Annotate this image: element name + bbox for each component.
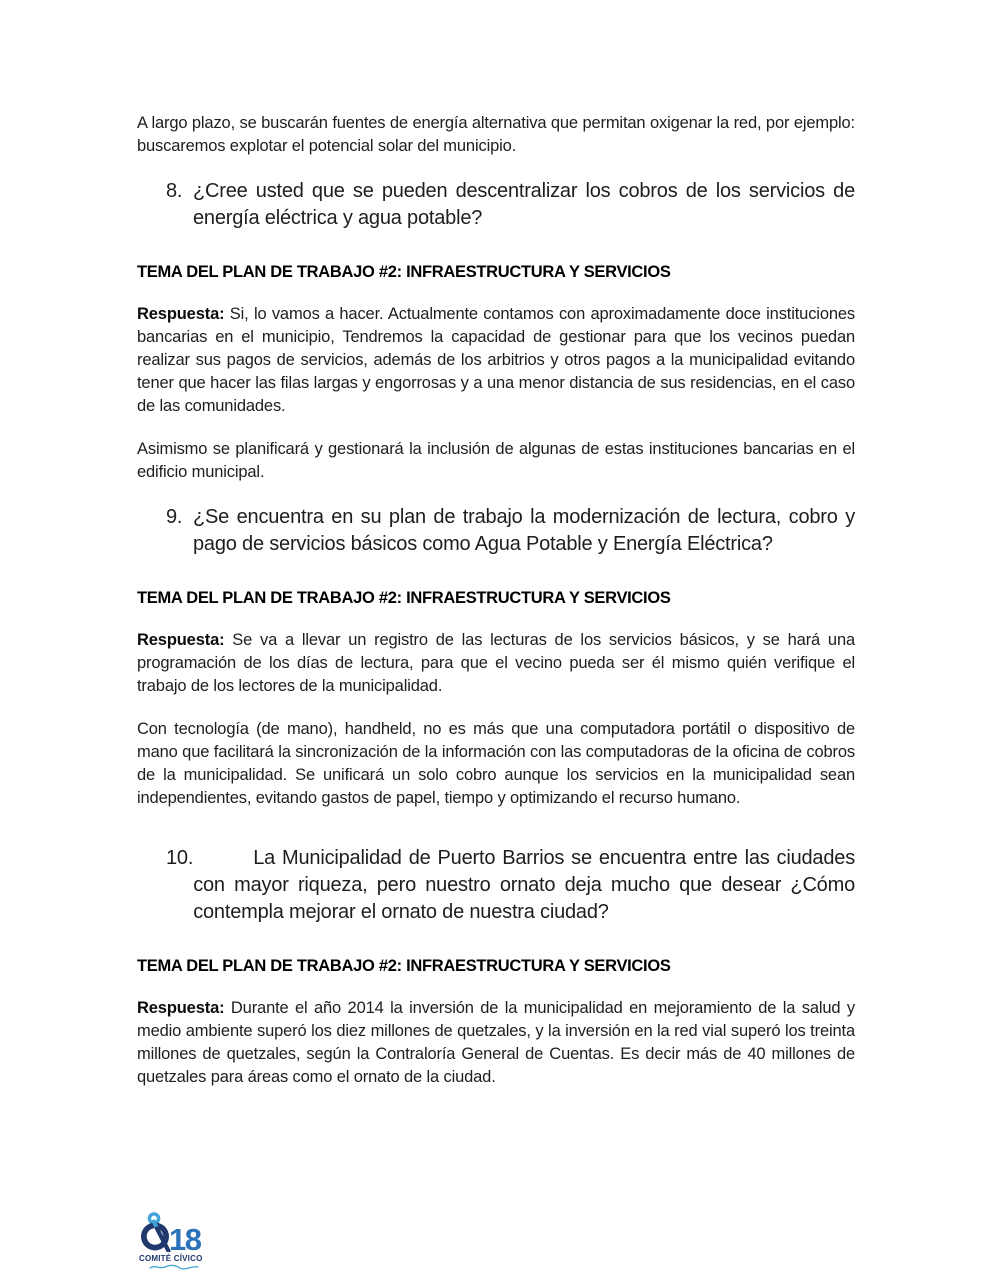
answer-text: Durante el año 2014 la inversión de la municipalidad en mejoramiento de la salud y medio ambiente superó los diez millones de quetzales, y la inversión en la red vial superó los treinta millones de quetzales, según la Contraloría General de Cuentas. Es decir más de 40 millones de quetzales para áreas como el ornato de la ciudad. xyxy=(137,999,855,1086)
paragraph-intro: A largo plazo, se buscarán fuentes de energía alternativa que permitan oxigenar la red, por ejemplo: buscaremos explotar el potencial solar del municipio. xyxy=(137,114,855,155)
section-heading-tema-2: TEMA DEL PLAN DE TRABAJO #2: INFRAESTRUCTURA Y SERVICIOS xyxy=(137,957,671,975)
section-heading-tema-2: TEMA DEL PLAN DE TRABAJO #2: INFRAESTRUCTURA Y SERVICIOS xyxy=(137,589,671,607)
answer-10-paragraph-1 xyxy=(137,997,855,1089)
answer-text: Se va a llevar un registro de las lecturas de los servicios básicos, y se hará una programación de los días de lectura, para que el vecino pueda ser él mismo quién verifique el trabajo de los lectores de la municipalidad. xyxy=(137,631,855,695)
logo-mark-row xyxy=(139,1211,219,1257)
question-number: 9. xyxy=(166,506,183,528)
question-8 xyxy=(137,178,855,232)
question-10 xyxy=(137,845,855,926)
logo-tagline-flourish-icon xyxy=(148,1263,200,1271)
question-text: ¿Cree usted que se pueden descentralizar los cobros de los servicios de energía eléctrica y agua potable? xyxy=(193,180,855,229)
answer-9-paragraph-1 xyxy=(137,629,855,698)
question-9 xyxy=(137,504,855,558)
logo-name: COMITÉ CÍVICO xyxy=(139,1254,203,1263)
question-text: ¿Se encuentra en su plan de trabajo la modernización de lectura, cobro y pago de servicios básicos como Agua Potable y Energía Eléctrica? xyxy=(193,506,855,555)
respuesta-label: Respuesta: xyxy=(137,631,225,649)
comite-civico-q18-logo xyxy=(139,1211,219,1271)
question-number: 10. xyxy=(166,847,194,869)
answer-9-paragraph-2: Con tecnología (de mano), handheld, no es más que una computadora portátil o dispositivo de mano que facilitará la sincronización de la información con las computadoras de la oficina de cobros de la municipalidad. Se unificará un solo cobro aunque los servicios en la municipalidad sean independientes, evitando gastos de papel, tiempo y optimizando el recurso humano. xyxy=(137,720,855,807)
section-heading-tema-2: TEMA DEL PLAN DE TRABAJO #2: INFRAESTRUCTURA Y SERVICIOS xyxy=(137,263,671,281)
question-text: La Municipalidad de Puerto Barrios se encuentra entre las ciudades con mayor riqueza, pero nuestro ornato deja mucho que desear ¿Cómo contempla mejorar el ornato de nuestra ciudad? xyxy=(193,847,855,923)
document-body xyxy=(137,0,855,1109)
answer-8-paragraph-1 xyxy=(137,303,855,418)
respuesta-label: Respuesta: xyxy=(137,999,225,1017)
question-number: 8. xyxy=(166,180,183,202)
answer-8-paragraph-2: Asimismo se planificará y gestionará la inclusión de algunas de estas instituciones bancarias en el edificio municipal. xyxy=(137,440,855,481)
respuesta-label: Respuesta: xyxy=(137,305,225,323)
logo-number: 18 xyxy=(169,1221,201,1257)
answer-text: Si, lo vamos a hacer. Actualmente contamos con aproximadamente doce instituciones bancarias en el municipio, Tendremos la capacidad de gestionar para que los vecinos puedan realizar sus pagos de servicios, además de los arbitrios y otros pagos a la municipalidad evitando tener que hacer las filas largas y engorrosas y a una menor distancia de sus residencias, en el caso de las comunidades. xyxy=(137,305,855,415)
